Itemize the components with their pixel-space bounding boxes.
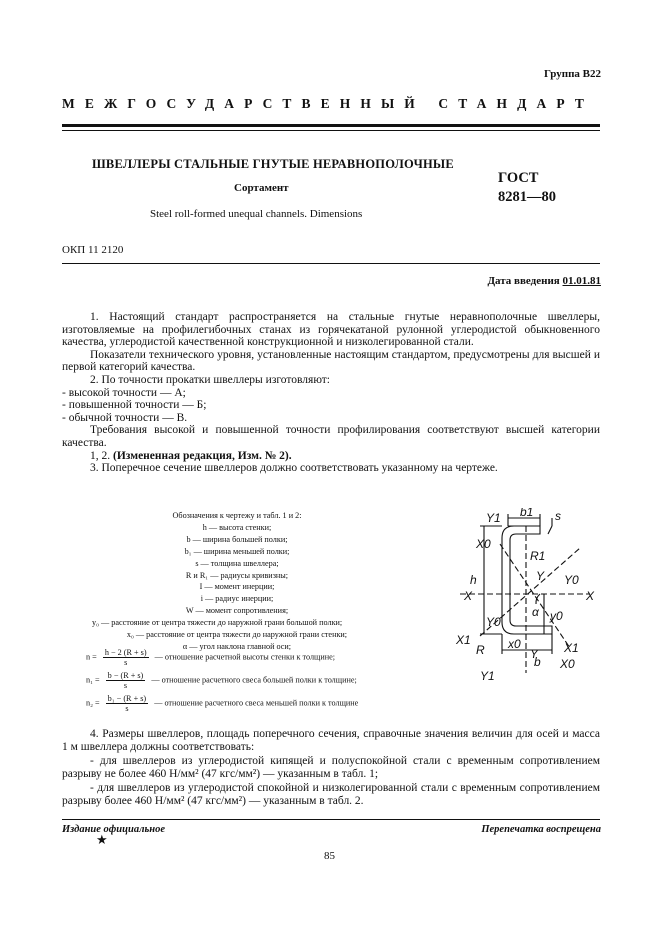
legend-line: s — толщина швеллера; bbox=[195, 558, 279, 568]
legend-line: h — высота стенки; bbox=[202, 522, 272, 532]
group-code: Группа В22 bbox=[543, 68, 601, 80]
formula-numerator: b₁ − (R + s) bbox=[107, 694, 147, 703]
legend-line: I — момент инерции; bbox=[199, 582, 275, 592]
header-rule-thick bbox=[62, 124, 600, 127]
amendment-note: (Измененная редакция, Изм. № 2). bbox=[113, 449, 292, 462]
angle-alpha-arc bbox=[536, 594, 540, 604]
interstate-standard-heading: МЕЖГОСУДАРСТВЕННЫЙ СТАНДАРТ bbox=[62, 96, 594, 111]
legend-line: y₀ — расстояние от центра тяжести до наружной грани большой полки; bbox=[92, 618, 343, 628]
legend-line: b — ширина большей полки; bbox=[186, 534, 288, 544]
reprint-prohibited-label: Перепечатка воспрещена bbox=[481, 824, 601, 835]
label-x0: x0 bbox=[508, 637, 521, 651]
section-4-paragraph-3: - для швеллеров из углеродистой спокойной и низколегированной стали с временным сопротивлением разрыву более 460 Н/мм² (47 кгс/мм²) — указанным в табл. 2. bbox=[62, 781, 600, 808]
paragraph-3: 2. По точности прокатки швеллеры изготовляют: bbox=[90, 373, 330, 386]
formula-numerator: b − (R + s) bbox=[107, 671, 144, 680]
label-Y1: Y1 bbox=[486, 511, 501, 525]
star-icon: ★ bbox=[96, 832, 108, 847]
paragraph-1: 1. Настоящий стандарт распространяется на стальные гнутые неравнополочные швеллеры, изготовляемые на профилегибочных станах из горячекатаной рулонной углеродистой обыкновенного качества, углеродистой качественной конструкционной и низколегированной стали. bbox=[62, 311, 600, 349]
introduction-date bbox=[487, 275, 601, 287]
label-R1: R1 bbox=[530, 549, 546, 563]
label-X0: X0 bbox=[476, 537, 491, 551]
legend-line: Обозначения к чертежу и табл. 1 и 2: bbox=[172, 511, 302, 520]
gost-number: 8281—80 bbox=[498, 189, 556, 205]
label-alpha: α bbox=[532, 605, 539, 619]
formula-denominator: s bbox=[123, 681, 128, 690]
list-item: - повышенной точности — Б; bbox=[62, 399, 207, 412]
label-h: h bbox=[470, 573, 477, 587]
formula-n bbox=[86, 648, 335, 667]
formula-n2 bbox=[86, 694, 358, 713]
formula-lhs: n = bbox=[86, 652, 97, 662]
legend-line: i — радиус инерции; bbox=[200, 594, 274, 604]
section-4-paragraph-1: 4. Размеры швеллеров, площадь поперечного сечения, справочные значения величин для осей и масса 1 м швеллера должны соответствовать: bbox=[62, 728, 600, 754]
document-subtitle: Сортамент bbox=[234, 182, 289, 194]
formula-denominator: s bbox=[124, 658, 128, 667]
amendment-number: 1, 2. bbox=[90, 449, 111, 462]
introduction-date-value: 01.01.81 bbox=[562, 275, 601, 287]
english-title: Steel roll-formed unequal channels. Dimensions bbox=[150, 208, 363, 220]
formula-denominator: s bbox=[125, 704, 129, 713]
page-number: 85 bbox=[324, 850, 335, 862]
label-s: s bbox=[555, 509, 561, 523]
gost-label: ГОСТ bbox=[498, 170, 539, 186]
label-X1-left: X1 bbox=[456, 633, 471, 647]
label-Y1-lower: Y1 bbox=[480, 669, 495, 683]
formula-n1 bbox=[86, 671, 357, 690]
body-text bbox=[62, 311, 600, 475]
formula-text: — отношение расчетного свеса меньшей полки к толщине bbox=[154, 698, 359, 708]
label-Y: Y bbox=[536, 569, 545, 583]
footer-rule bbox=[62, 819, 600, 820]
label-X0-lower: X0 bbox=[560, 657, 575, 671]
header-rule-thin bbox=[62, 130, 600, 131]
label-X1-right: X1 bbox=[564, 641, 579, 655]
formula-text: — отношение расчетной высоты стенки к толщине; bbox=[154, 652, 336, 662]
paragraph-6: 3. Поперечное сечение швеллеров должно соответствовать указанному на чертеже. bbox=[90, 462, 498, 475]
legend-line: x₀ — расстояние от центра тяжести до наружной грани стенки; bbox=[126, 630, 348, 640]
formula-numerator: h − 2 (R + s) bbox=[104, 648, 147, 657]
okp-rule bbox=[62, 263, 600, 264]
paragraph-2: Показатели технического уровня, установленные настоящим стандартом, предусмотрены для высшей и первой категорий качества. bbox=[62, 348, 600, 374]
label-b1: b1 bbox=[520, 508, 534, 519]
okp-code: ОКП 11 2120 bbox=[62, 244, 124, 256]
section-4-paragraph-2: - для швеллеров из углеродистой кипящей и полуспокойной стали с временным сопротивлением разрыву не более 460 Н/мм² (47 кгс/мм²) — указанным в табл. 1; bbox=[62, 754, 600, 781]
label-Y0: Y0 bbox=[564, 573, 579, 587]
legend-line: W — момент сопротивления; bbox=[185, 606, 289, 616]
label-X-right: X bbox=[586, 589, 595, 603]
paragraph-5 bbox=[62, 450, 600, 463]
formula-text: — отношение расчетного свеса большей полки к толщине; bbox=[151, 675, 357, 685]
formula-lhs: n₁ = bbox=[86, 675, 100, 685]
document-title: ШВЕЛЛЕРЫ СТАЛЬНЫЕ ГНУТЫЕ НЕРАВНОПОЛОЧНЫЕ bbox=[92, 157, 454, 171]
paragraph-4: Требования высокой и повышенной точности профилирования соответствуют высшей категории качества. bbox=[62, 424, 600, 449]
label-R: R bbox=[476, 643, 485, 657]
label-y0: y0 bbox=[550, 609, 563, 623]
list-item: - высокой точности — А; bbox=[62, 386, 186, 399]
formula-lhs: n₂ = bbox=[86, 698, 100, 708]
legend-line: α — угол наклона главной оси; bbox=[182, 641, 292, 651]
legend-line: R и R₁ — радиусы кривизны; bbox=[185, 570, 289, 580]
legend bbox=[62, 510, 412, 653]
channel-cross-section-drawing bbox=[440, 508, 600, 688]
legend-line: b₁ — ширина меньшей полки; bbox=[184, 546, 290, 556]
official-edition-label: Издание официальное bbox=[62, 824, 166, 835]
list-item: - обычной точности — В. bbox=[62, 411, 188, 424]
introduction-date-label: Дата введения bbox=[487, 275, 560, 287]
label-b: b bbox=[534, 655, 541, 669]
label-X-left: X bbox=[464, 589, 473, 603]
section-4 bbox=[62, 728, 600, 808]
label-Y0-lower: Y0 bbox=[486, 615, 501, 629]
label-Y-lower: Y bbox=[530, 647, 539, 661]
